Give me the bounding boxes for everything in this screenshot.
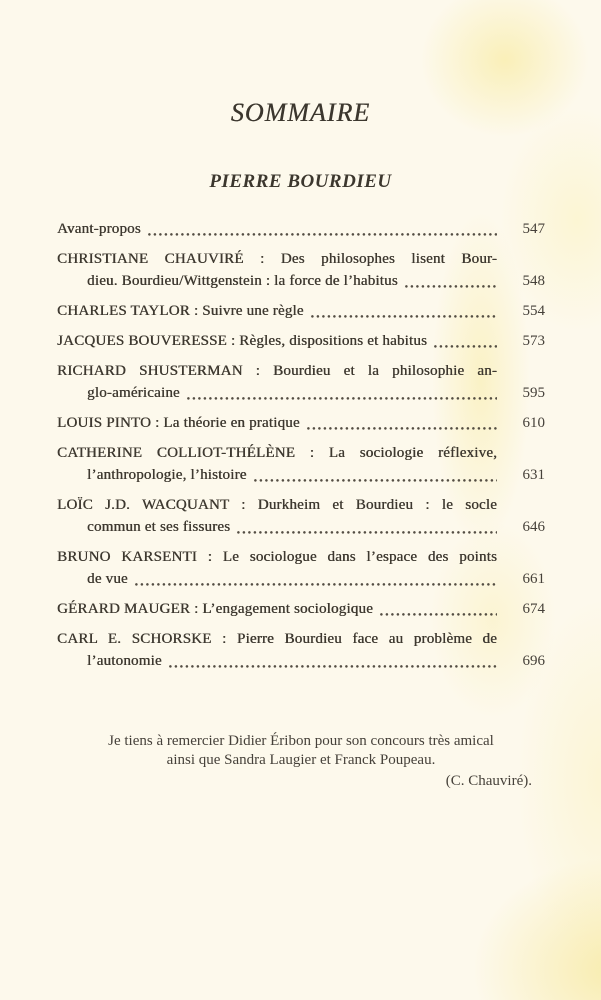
toc-entry-first-line: BRUNO KARSENTI : Le sociologue dans l’espace des points [57,549,497,565]
toc-entry-textcol [57,248,497,292]
toc-entry [57,412,545,434]
toc-entry-page-number: 548 [522,273,545,289]
toc-entry-text: l’anthropologie, l’histoire [87,467,247,483]
toc-entry [57,628,545,672]
toc-entry-textcol [57,360,497,404]
toc-entry-last-line [57,568,497,590]
toc-entry-page-number: 573 [522,333,545,349]
toc-entry-last-line [57,218,497,240]
toc-entry-page-number: 554 [522,303,545,319]
toc-entry-text: commun et ses fissures [87,519,231,535]
dotted-leader [403,270,497,292]
toc-entry [57,218,545,240]
toc-entry-page-number: 696 [522,653,545,669]
toc-entry-textcol [57,546,497,590]
toc-entry-text: de vue [87,571,128,587]
toc-entry-page-number: 646 [522,519,545,535]
toc-entry-last-line [57,270,497,292]
acknowledgement-line-1: Je tiens à remercier Didier Éribon pour son concours très amical [108,733,494,749]
toc-entry-first-line: RICHARD SHUSTERMAN : Bourdieu et la philosophie an- [57,363,497,379]
toc-list [57,218,545,672]
toc-entry-text: Avant-propos [57,221,141,237]
toc-entry [57,330,545,352]
dotted-leader [309,300,497,322]
toc-entry-last-line [57,412,497,434]
toc-entry-textcol [57,598,497,620]
dotted-leader [167,650,497,672]
toc-entry-page-number: 631 [522,467,545,483]
toc-entry-text: JACQUES BOUVERESSE : Règles, dispositions et habitus [57,333,428,349]
dotted-leader [305,412,497,434]
toc-entry [57,546,545,590]
toc-entry-page-number: 674 [522,601,545,617]
toc-entry-first-line: CATHERINE COLLIOT-THÉLÈNE : La sociologie réflexive, [57,445,497,461]
toc-entry-first-line: CHRISTIANE CHAUVIRÉ : Des philosophes lisent Bour- [57,251,497,267]
toc-entry-page-number: 547 [522,221,545,237]
toc-entry [57,494,545,538]
dotted-leader [432,330,497,352]
toc-entry-textcol [57,494,497,538]
toc-entry [57,360,545,404]
toc-entry-last-line [57,598,497,620]
section-author-heading: PIERRE BOURDIEU [209,171,392,192]
toc-entry-textcol [57,412,497,434]
dotted-leader [185,382,497,404]
toc-entry-last-line [57,300,497,322]
toc-entry-text: GÉRARD MAUGER : L’engagement sociologique [57,601,373,617]
toc-entry-text: CHARLES TAYLOR : Suivre une règle [57,303,304,319]
toc-entry-last-line [57,650,497,672]
toc-entry-textcol [57,442,497,486]
toc-entry-last-line [57,464,497,486]
dotted-leader [252,464,497,486]
toc-entry-first-line: LOÏC J.D. WACQUANT : Durkheim et Bourdieu : le socle [57,497,497,513]
toc-entry-textcol [57,330,497,352]
toc-entry-last-line [57,382,497,404]
page-title: SOMMAIRE [230,98,371,127]
acknowledgement-note [57,732,545,791]
toc-entry-last-line [57,330,497,352]
toc-entry-text: l’autonomie [87,653,162,669]
toc-entry-page-number: 661 [522,571,545,587]
toc-entry [57,442,545,486]
acknowledgement-line-2: ainsi que Sandra Laugier et Franck Poupeau. [166,752,436,768]
toc-entry-page-number: 595 [522,385,545,401]
toc-entry-text: glo-américaine [87,385,180,401]
toc-entry-first-line: CARL E. SCHORSKE : Pierre Bourdieu face au problème de [57,631,497,647]
toc-entry [57,598,545,620]
toc-entry-last-line [57,516,497,538]
dotted-leader [378,598,497,620]
dotted-leader [235,516,497,538]
toc-entry [57,300,545,322]
toc-entry-textcol [57,218,497,240]
toc-entry-text: LOUIS PINTO : La théorie en pratique [57,415,300,431]
dotted-leader [146,218,497,240]
toc-entry [57,248,545,292]
toc-entry-text: dieu. Bourdieu/Wittgenstein : la force de l’habitus [87,273,398,289]
toc-entry-textcol [57,628,497,672]
dotted-leader [133,568,497,590]
toc-entry-textcol [57,300,497,322]
signature: (C. Chauviré). [445,773,532,789]
toc-entry-page-number: 610 [522,415,545,431]
